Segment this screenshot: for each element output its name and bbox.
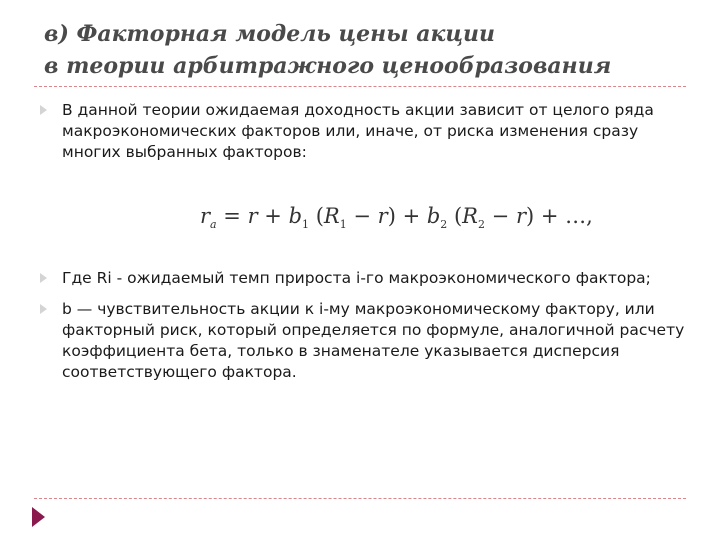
next-slide-arrow-icon[interactable] (32, 507, 45, 527)
title-divider (34, 86, 686, 87)
formula (200, 195, 593, 235)
bullet-item-3 (40, 299, 690, 383)
triangle-right-icon (40, 105, 47, 115)
bullet-text-3: b — чувствительность акции к i-му макроэкономическому фактору, или факторный риск, который определяется по формуле, аналогичной расчету коэффициента бета, только в знаменателе указывается дисперсия соответствующего фактора. (62, 300, 685, 381)
slide-title (44, 18, 684, 82)
formula-graphic (200, 195, 593, 235)
bullet-item-2 (40, 268, 690, 289)
bullet-item-1 (40, 100, 690, 163)
svg-text:ra = r + b1 (R1 − r) + b2 (R2: $r_a = r + b_1$ $(R_1 - r) + b_2$ $(R_2 - r)$ + …, (200, 204, 593, 231)
bullet-text-1: В данной теории ожидаемая доходность акции зависит от целого ряда макроэкономических факторов или, иначе, от риска изменения сразу многих выбранных факторов: (62, 101, 654, 161)
triangle-right-icon (40, 304, 47, 314)
bullet-text-2: Где Ri - ожидаемый темп прироста i-го макроэкономического фактора; (62, 269, 651, 287)
slide-title-line-2: в теории арбитражного ценообразования (44, 53, 612, 79)
footer-divider (34, 498, 686, 499)
triangle-right-icon (40, 273, 47, 283)
slide-title-line-1: в) Факторная модель цены акции (44, 21, 496, 47)
